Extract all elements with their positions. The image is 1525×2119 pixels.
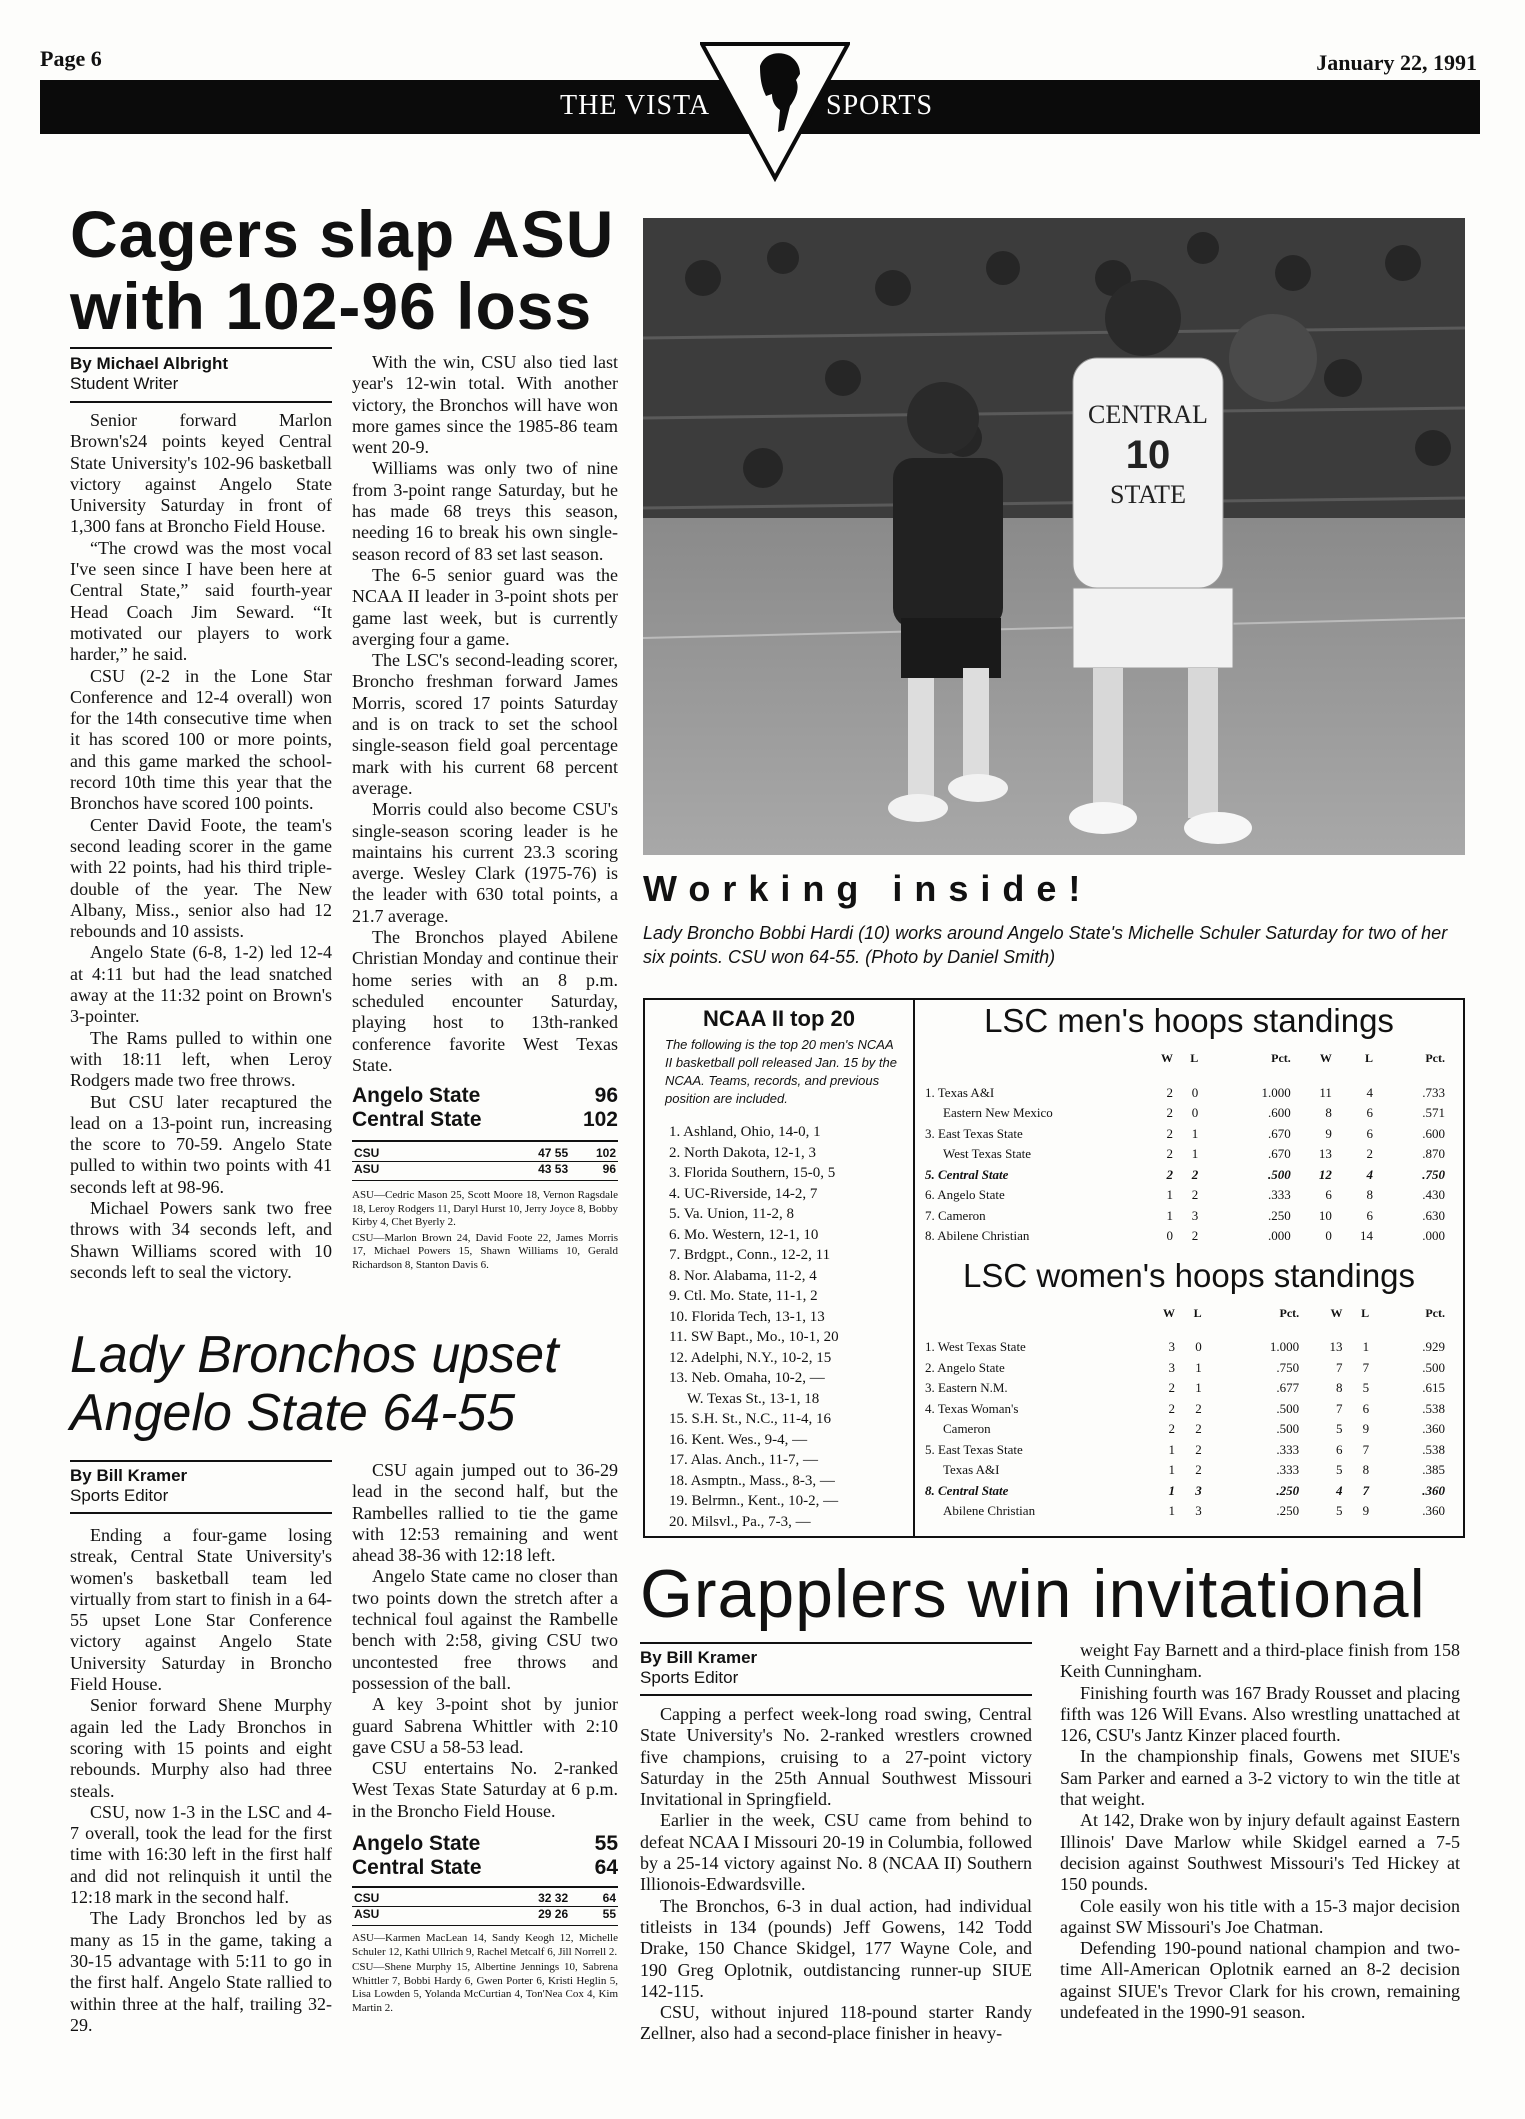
ncaa-team-item: 16. Kent. Wes., 9-4, —	[669, 1431, 808, 1448]
standings-value: 1	[1166, 1207, 1173, 1223]
standings-value: 9	[1362, 1503, 1370, 1518]
ncaa-team-item: 19. Belrmn., Kent., 10-2, —	[669, 1493, 839, 1509]
standings-box	[913, 998, 1465, 1538]
standings-value: 1	[1168, 1441, 1175, 1457]
body-paragraph: Capping a perfect week-long road swing, Central State University's No. 2-ranked wrestlers crowned five champions, cruising to a 27-point victory Saturday in the 25th Annual Southwest Missouri Invitational in Springfield.	[640, 1704, 1032, 1810]
standings-value: .929	[1422, 1339, 1445, 1354]
article3-byline-name: By Bill Kramer	[640, 1648, 758, 1667]
ncaa-team-item: 12. Adelphi, N.Y., 10-2, 15	[669, 1349, 832, 1366]
basketball-photo	[643, 218, 1465, 855]
standings-value: 2	[1366, 1146, 1374, 1161]
body-paragraph: At 142, Drake won by injury default against Eastern Illinois' Dave Marlow while Skidgel earned a 7-5 decision against Southwest Missouri's Ted Hickey at 150 pounds.	[1060, 1810, 1460, 1895]
standings-header-cell: Pct.	[1425, 1305, 1445, 1320]
ncaa-intro: The following is the top 20 men's NCAA II basketball poll released Jan. 15 by the NCAA. Teams, records, and previous position are included.	[665, 1037, 897, 1106]
body-paragraph: With the win, CSU also tied last year's 12-win total. With another victory, the Bronchos will have won more games since the 1985-86 team went 20-9.	[352, 352, 618, 458]
standings-value: 6	[1335, 1441, 1343, 1457]
standings-value: .750	[1422, 1166, 1445, 1182]
standings-value: .333	[1276, 1462, 1300, 1477]
standings-value: 6	[1325, 1187, 1332, 1202]
article3-column1	[640, 1704, 1032, 2045]
halves-scores: 29 26	[538, 1907, 569, 1921]
photo-heading: Working inside!	[643, 868, 1093, 909]
standings-value: .333	[1276, 1441, 1300, 1457]
masthead-title-left: THE VISTA	[560, 90, 711, 121]
standings-value: 8	[1362, 1462, 1370, 1477]
scoring-note: ASU—Karmen MacLean 14, Sandy Keogh 12, Michelle Schuler 12, Kathi Ullrich 9, Rachel Metcalf 6, Jill Norrell 2.	[352, 1932, 618, 1958]
standings-women-table	[925, 1303, 1445, 1522]
article1-headline	[70, 198, 620, 342]
standings-value: .360	[1422, 1482, 1445, 1498]
article1-column1	[70, 410, 332, 1283]
standings-value: 3	[1191, 1207, 1199, 1223]
standings-header-cell: W	[1162, 1305, 1175, 1320]
ncaa-team-item: 1. Ashland, Ohio, 14-0, 1	[669, 1124, 821, 1140]
article1-byline-role: Student Writer	[70, 374, 179, 393]
standings-row	[925, 1501, 1445, 1522]
standings-value: 4	[1366, 1166, 1374, 1182]
standings-row	[925, 1206, 1445, 1227]
standings-value: 6	[1362, 1400, 1370, 1416]
scoring-note: ASU—Cedric Mason 25, Scott Moore 18, Vernon Ragsdale 18, Leroy Rodgers 11, Daryl Hurst 10, Jerry Joyce 8, Bobby Kirby 4, Chet Byerly 2.	[352, 1189, 618, 1228]
standings-team: 1. West Texas State	[925, 1339, 1026, 1354]
standings-row	[925, 1378, 1445, 1399]
body-paragraph: The Bronchos, 6-3 in dual action, had individual titleists in 134 (pounds) Jeff Gowens, 142 Todd Drake, 150 Chance Skidgel, 177 Wayne Cole, and 190 Greg Oplotnik, outdistancing runner-up SIUE 142-115.	[640, 1895, 1032, 2001]
body-paragraph: “The crowd was the most vocal I've seen since I have been here at Central State,” said fourth-year Head Coach Jim Seward. “It motivated our players to work harder,” he said.	[70, 537, 332, 665]
standings-row	[925, 1481, 1445, 1502]
standings-row	[925, 1124, 1445, 1145]
standings-value: 6	[1366, 1125, 1374, 1141]
standings-value: 4	[1366, 1084, 1374, 1100]
jersey-text-2: STATE	[1110, 480, 1186, 509]
standings-value: 3	[1168, 1339, 1175, 1354]
standings-men-title: LSC men's hoops standings	[984, 1002, 1394, 1039]
standings-value: 0	[1195, 1339, 1202, 1354]
standings-value: 3	[1195, 1503, 1202, 1518]
final-team: Angelo State	[352, 1832, 481, 1855]
standings-value: .733	[1422, 1084, 1445, 1100]
standings-value: 1	[1195, 1359, 1202, 1375]
standings-value: 1	[1168, 1503, 1175, 1518]
standings-value: 11	[1319, 1084, 1332, 1100]
standings-row	[925, 1103, 1445, 1124]
standings-value: 2	[1191, 1187, 1199, 1202]
standings-value: .385	[1422, 1462, 1445, 1477]
final-score: 102	[582, 1108, 618, 1131]
article3-byline	[640, 1648, 757, 1688]
standings-value: 2	[1191, 1166, 1199, 1182]
ncaa-team-item: 2. North Dakota, 12-1, 3	[669, 1144, 817, 1161]
standings-team: West Texas State	[943, 1146, 1032, 1161]
final-score-row	[352, 1856, 618, 1880]
standings-value: 1.000	[1261, 1084, 1291, 1100]
standings-value: .571	[1422, 1105, 1445, 1120]
ncaa-team-item: 20. Milsvl., Pa., 7-3, —	[669, 1513, 811, 1530]
standings-value: 5	[1335, 1421, 1343, 1436]
standings-value: 0	[1191, 1105, 1199, 1120]
standings-men-table	[925, 1048, 1445, 1247]
body-paragraph: CSU again jumped out to 36-29 lead in the second half, but the Rambelles rallied to tie the game with 12:53 remaining and went ahead 38-36 with 12:18 left.	[352, 1460, 618, 1566]
standings-value: 7	[1362, 1482, 1370, 1498]
standings-value: 9	[1362, 1421, 1370, 1436]
standings-header-cell: Pct.	[1425, 1051, 1445, 1065]
standings-value: 1	[1168, 1462, 1175, 1477]
standings-row	[925, 1083, 1445, 1104]
body-paragraph: The 6-5 senior guard was the NCAA II leader in 3-point shots per game last week, but is currently averging four a game.	[352, 564, 618, 649]
article2-headline-line1: Lady Bronchos upset	[70, 1326, 559, 1384]
standings-value: .250	[1276, 1503, 1300, 1518]
ncaa-team-item: 17. Alas. Anch., 11-7, —	[669, 1452, 819, 1468]
standings-row	[925, 1226, 1445, 1247]
standings-value: .538	[1422, 1400, 1445, 1416]
standings-value: .670	[1268, 1125, 1291, 1141]
standings-value: .500	[1276, 1421, 1300, 1436]
standings-value: 1	[1195, 1380, 1202, 1395]
standings-header-cell: W	[1330, 1305, 1343, 1320]
body-paragraph: A key 3-point shot by junior guard Sabrena Whittler with 2:10 gave CSU a 58-53 lead.	[352, 1694, 618, 1757]
standings-value: 9	[1325, 1125, 1332, 1141]
final-team: Angelo State	[352, 1084, 481, 1107]
body-paragraph: Morris could also become CSU's single-season scoring leader is he maintains his current 23.3 scoring averge. Wesley Clark (1975-76) is the leader with 630 total points, a 21.7 average.	[352, 799, 618, 926]
standings-value: 2	[1191, 1228, 1199, 1243]
standings-value: 4	[1335, 1482, 1343, 1498]
final-score-row	[352, 1084, 618, 1108]
standings-header-cell: L	[1361, 1305, 1370, 1320]
issue-date: January 22, 1991	[1316, 50, 1477, 75]
standings-header-cell: W	[1160, 1051, 1173, 1065]
article1-column2	[352, 352, 618, 1076]
standings-header-cell: W	[1319, 1051, 1332, 1065]
article1-headline-line2: with 102-96 loss	[70, 269, 593, 343]
ncaa-team-item: 5. Va. Union, 11-2, 8	[669, 1206, 794, 1222]
standings-value: .250	[1268, 1207, 1291, 1223]
standings-value: .750	[1276, 1359, 1300, 1375]
standings-team: Eastern New Mexico	[943, 1105, 1053, 1120]
standings-team: Abilene Christian	[943, 1503, 1036, 1518]
standings-team: 4. Texas Woman's	[925, 1400, 1019, 1416]
masthead-title-right: SPORTS	[826, 90, 934, 121]
standings-value: 1	[1191, 1146, 1199, 1161]
article1-byline	[70, 354, 228, 394]
article2-headline-line2: Angelo State 64-55	[70, 1384, 516, 1442]
ncaa-team-item: 11. SW Bapt., Mo., 10-1, 20	[669, 1329, 839, 1345]
standings-team: 6. Angelo State	[925, 1187, 1005, 1202]
standings-value: .870	[1422, 1146, 1445, 1161]
standings-value: 2	[1166, 1125, 1173, 1141]
body-paragraph: Ending a four-game losing streak, Central State University's women's basketball team led virtually from start to finish in a 64-55 upset Lone Star Conference victory against Angelo State University Saturday in Broncho Field House.	[70, 1525, 332, 1695]
standings-value: .360	[1422, 1421, 1445, 1436]
standings-value: .500	[1422, 1359, 1445, 1375]
body-paragraph: Finishing fourth was 167 Brady Rousset and placing fifth was 126 Will Evans. Also wrestling unattached at 126, CSU's Jantz Kinzer placed fourth.	[1060, 1682, 1460, 1746]
body-paragraph: Angelo State (6-8, 1-2) led 12-4 at 4:11 but had the lead snatched away at the 11:32 point on Brown's 3-pointer.	[70, 942, 332, 1027]
page-number: Page 6	[40, 46, 102, 71]
body-paragraph: Defending 190-pound national champion and two-time All-American Oplotnik earned an 8-2 decision against SIUE's Trevor Clark for his crown, remaining undefeated in the 1990-91 season.	[1060, 1938, 1460, 2023]
article2-column1	[70, 1525, 332, 2036]
standings-value: 1	[1191, 1125, 1199, 1141]
standings-team: 3. East Texas State	[925, 1125, 1023, 1141]
halves-row	[352, 1162, 618, 1178]
standings-value: 5	[1335, 1503, 1343, 1518]
article3-column2	[1060, 1640, 1460, 2023]
standings-value: 2	[1168, 1400, 1175, 1416]
standings-value: 1.000	[1269, 1339, 1300, 1354]
standings-value: .600	[1422, 1125, 1445, 1141]
standings-header-row	[925, 1048, 1445, 1069]
article1-byline-name: By Michael Albright	[70, 354, 229, 373]
standings-value: .250	[1276, 1482, 1300, 1498]
standings-header-cell: Pct.	[1271, 1051, 1291, 1065]
standings-value: 7	[1335, 1359, 1343, 1375]
body-paragraph: The Rams pulled to within one with 18:11 left, when Leroy Rodgers made two free throws.	[70, 1027, 332, 1091]
standings-value: 3	[1168, 1359, 1175, 1375]
body-paragraph: CSU, now 1-3 in the LSC and 4-7 overall, took the lead for the first time with 16:30 left in the first half and did not relinquish it until the 12:18 mark in the second half.	[70, 1801, 332, 1908]
scoring-note: CSU—Marlon Brown 24, David Foote 22, James Morris 17, Michael Powers 15, Shawn Williams 10, Gerald Richardson 8, Stanton Davis 6.	[352, 1231, 618, 1271]
ncaa-team-item: 9. Ctl. Mo. State, 11-1, 2	[669, 1288, 818, 1304]
ncaa-team-item: 6. Mo. Western, 12-1, 10	[669, 1226, 819, 1243]
standings-value: .000	[1422, 1228, 1445, 1243]
final-score-row	[352, 1832, 618, 1856]
ncaa-team-item: W. Texas St., 13-1, 18	[687, 1390, 820, 1407]
final-score: 96	[594, 1084, 618, 1107]
ncaa-team-item: 15. S.H. St., N.C., 11-4, 16	[669, 1411, 831, 1427]
body-paragraph: In the championship finals, Gowens met SIUE's Sam Parker and earned a 3-2 victory to win the title at that weight.	[1060, 1746, 1460, 1810]
halves-total: 64	[602, 1891, 616, 1905]
standings-value: .615	[1422, 1380, 1445, 1395]
standings-header-cell: Pct.	[1279, 1305, 1300, 1320]
halves-team: ASU	[354, 1907, 380, 1921]
standings-value: .630	[1422, 1207, 1445, 1223]
standings-team: 8. Central State	[925, 1482, 1009, 1498]
article2-byline	[70, 1466, 187, 1506]
body-paragraph: Williams was only two of nine from 3-point range Saturday, but he has made 68 treys this season, needing 16 to break his own single-season record of 83 set last season.	[352, 458, 618, 564]
standings-header-cell: L	[1193, 1305, 1202, 1320]
standings-team: 3. Eastern N.M.	[925, 1380, 1008, 1395]
body-paragraph: Senior forward Shene Murphy again led the Lady Bronchos in scoring with 15 points and eight rebounds. Murphy also had three steals.	[70, 1695, 332, 1801]
standings-value: 2	[1166, 1146, 1173, 1161]
body-paragraph: Michael Powers sank two free throws with 34 seconds left, and Shawn Williams scored with 10 seconds left to seal the victory.	[70, 1197, 332, 1282]
body-paragraph: The LSC's second-leading scorer, Broncho freshman forward James Morris, scored 17 points Saturday and is on track to set the school single-season field goal percentage mark with his current 68 percent average.	[352, 650, 618, 798]
standings-value: 2	[1166, 1105, 1173, 1120]
body-paragraph: weight Fay Barnett and a third-place finish from 158 Keith Cunningham.	[1060, 1640, 1460, 1682]
standings-team: Cameron	[943, 1421, 991, 1436]
standings-value: 2	[1168, 1380, 1175, 1395]
standings-header-cell: L	[1190, 1051, 1199, 1065]
standings-row	[925, 1440, 1445, 1461]
body-paragraph: Cole easily won his title with a 15-3 major decision against SW Missouri's Joe Chatman.	[1060, 1895, 1460, 1937]
standings-row	[925, 1419, 1445, 1440]
standings-value: 8	[1325, 1105, 1332, 1120]
standings-header-row	[925, 1303, 1445, 1324]
standings-row	[925, 1165, 1445, 1186]
standings-value: .670	[1268, 1146, 1291, 1161]
standings-value: 0	[1325, 1228, 1332, 1243]
body-paragraph: But CSU later recaptured the lead on a 13-point run, increasing the score to 70-59. Angelo State pulled to within two points with 41 seconds left at 98-96.	[70, 1091, 332, 1197]
standings-row	[925, 1337, 1445, 1358]
standings-value: 2	[1168, 1421, 1175, 1436]
halves-team: ASU	[354, 1162, 380, 1176]
standings-value: 2	[1166, 1166, 1173, 1182]
standings-value: 6	[1366, 1207, 1374, 1223]
standings-value: 8	[1366, 1187, 1374, 1202]
standings-value: 2	[1195, 1421, 1202, 1436]
standings-women-title: LSC women's hoops standings	[962, 1256, 1416, 1294]
standings-header-cell: L	[1365, 1051, 1374, 1065]
halves-team: CSU	[354, 1891, 380, 1905]
ncaa-team-item: 8. Nor. Alabama, 11-2, 4	[669, 1267, 817, 1284]
halves-row	[352, 1891, 618, 1907]
standings-value: 8	[1335, 1380, 1343, 1395]
article3-byline-role: Sports Editor	[640, 1668, 739, 1687]
standings-value: .500	[1276, 1400, 1300, 1416]
standings-value: .000	[1268, 1228, 1291, 1243]
halves-scores: 47 55	[538, 1146, 569, 1160]
standings-value: 1	[1168, 1482, 1175, 1498]
ncaa-top20-box	[643, 998, 913, 1538]
standings-value: .538	[1422, 1441, 1445, 1457]
body-paragraph: CSU (2-2 in the Lone Star Conference and 12-4 overall) won for the 14th consecutive time when it has scored 100 or more points, and this game marked the school-record 10th time this year that the Bronchos have scored 100 points.	[70, 665, 332, 814]
standings-value: .500	[1268, 1166, 1291, 1182]
standings-team: 5. Central State	[925, 1166, 1009, 1182]
ncaa-title: NCAA II top 20	[703, 1006, 855, 1031]
standings-row	[925, 1185, 1445, 1206]
article2-byline-role: Sports Editor	[70, 1486, 169, 1505]
standings-team: 5. East Texas State	[925, 1441, 1023, 1457]
halves-row	[352, 1907, 618, 1923]
halves-scores: 43 53	[538, 1162, 569, 1176]
body-paragraph: CSU, without injured 118-pound starter Randy Zellner, also had a second-place finisher in heavy-	[640, 2002, 1032, 2044]
article2-box-score	[352, 1832, 618, 2015]
final-score: 64	[594, 1856, 618, 1879]
standings-value: 0	[1191, 1084, 1199, 1100]
final-team: Central State	[352, 1108, 482, 1131]
ncaa-team-item: 10. Florida Tech, 13-1, 13	[669, 1308, 825, 1325]
ncaa-team-item: 4. UC-Riverside, 14-2, 7	[669, 1185, 818, 1202]
standings-value: 14	[1360, 1228, 1374, 1243]
halves-total: 96	[602, 1162, 616, 1176]
photo-caption: Lady Broncho Bobbi Hardi (10) works around Angelo State's Michelle Schuler Saturday for two of her six points. CSU won 64-55. (Photo by Daniel Smith)	[643, 923, 1448, 967]
standings-team: 7. Cameron	[925, 1207, 986, 1223]
body-paragraph: CSU entertains No. 2-ranked West Texas State Saturday at 6 p.m. in the Broncho Field House.	[352, 1758, 618, 1821]
standings-value: 1	[1362, 1339, 1370, 1354]
standings-value: 2	[1166, 1084, 1173, 1100]
final-team: Central State	[352, 1856, 482, 1879]
standings-value: 7	[1362, 1441, 1370, 1457]
article3-headline: Grapplers win invitational	[640, 1556, 1426, 1632]
standings-row	[925, 1399, 1445, 1420]
standings-value: 2	[1195, 1462, 1202, 1477]
final-score-row	[352, 1108, 618, 1132]
standings-value: 5	[1362, 1380, 1370, 1395]
standings-row	[925, 1358, 1445, 1379]
halves-table	[352, 1146, 618, 1177]
halves-row	[352, 1146, 618, 1162]
standings-row	[925, 1144, 1445, 1165]
standings-value: .430	[1422, 1187, 1445, 1202]
article1-box-score	[352, 1084, 618, 1272]
standings-row	[925, 1460, 1445, 1481]
halves-total: 55	[602, 1907, 616, 1921]
standings-value: 7	[1362, 1359, 1370, 1375]
standings-value: 6	[1366, 1105, 1374, 1120]
standings-value: .360	[1422, 1503, 1445, 1518]
body-paragraph: The Lady Bronchos led by as many as 15 in the game, taking a 30-15 advantage with 5:11 to go in the first half. Angelo State rallied to within three at the half, trailing 32-29.	[70, 1908, 332, 2035]
standings-value: .333	[1268, 1187, 1291, 1202]
basketball	[1229, 314, 1317, 402]
standings-value: 13	[1329, 1339, 1343, 1354]
body-paragraph: Center David Foote, the team's second leading scorer in the game with 22 points, had his third triple-double of the year. The New Albany, Miss., senior also had 12 rebounds and 10 assists.	[70, 814, 332, 942]
standings-value: 2	[1195, 1400, 1202, 1416]
ncaa-list	[645, 1108, 913, 1532]
article2-column2	[352, 1460, 618, 1822]
standings-value: 12	[1318, 1166, 1332, 1182]
halves-scores: 32 32	[538, 1891, 569, 1905]
article2-byline-name: By Bill Kramer	[70, 1466, 188, 1485]
standings-value: 7	[1335, 1400, 1343, 1416]
standings-value: 5	[1335, 1462, 1343, 1477]
body-paragraph: Angelo State came no closer than two points down the stretch after a technical foul against the Rambelle bench with 2:58, giving CSU two uncontested free throws and possession of the ball.	[352, 1566, 618, 1693]
body-paragraph: Earlier in the week, CSU came from behind to defeat NCAA I Missouri 20-19 in Columbia, followed by a 25-14 victory against No. 8 (NCAA II) Southern Illionois-Edwardsville.	[640, 1810, 1032, 1895]
standings-value: 2	[1195, 1441, 1202, 1457]
standings-team: 2. Angelo State	[925, 1359, 1005, 1375]
ncaa-team-item: 18. Asmptn., Mass., 8-3, —	[669, 1472, 835, 1489]
standings-value: 10	[1318, 1207, 1332, 1223]
standings-value: 1	[1166, 1187, 1173, 1202]
scoring-note: CSU—Shene Murphy 15, Albertine Jennings 10, Sabrena Whittler 7, Bobbi Hardy 6, Gwen Porter 6, Kristi Heglin 5, Lisa Lowden 5, Yolanda McCurtian 4, Ton'Nea Cox 4, Kim Martin 2.	[352, 1961, 618, 2014]
halves-total: 102	[595, 1146, 616, 1160]
standings-value: 3	[1195, 1482, 1202, 1498]
body-paragraph: The Bronchos played Abilene Christian Monday and continue their home series with an 8 p.m. scheduled encounter Saturday, playing host to 13th-ranked conference favorite West Texas State.	[352, 927, 618, 1075]
standings-team: 8. Abilene Christian	[925, 1228, 1030, 1243]
standings-team: 1. Texas A&I	[925, 1084, 995, 1100]
ncaa-team-item: 7. Brdgpt., Conn., 12-2, 11	[669, 1247, 831, 1263]
ncaa-team-item: 3. Florida Southern, 15-0, 5	[669, 1165, 836, 1181]
standings-value: .677	[1276, 1380, 1300, 1395]
body-paragraph: Senior forward Marlon Brown's24 points keyed Central State University's 102-96 basketball victory against Angelo State University Saturday in front of 1,300 fans at Broncho Field House.	[70, 410, 332, 537]
standings-value: .600	[1268, 1105, 1291, 1120]
jersey-number: 10	[1125, 433, 1171, 477]
halves-table	[352, 1891, 618, 1922]
halves-team: CSU	[354, 1146, 380, 1160]
article2-headline	[70, 1326, 630, 1442]
standings-value: 13	[1318, 1146, 1332, 1161]
article1-headline-line1: Cagers slap ASU	[70, 197, 615, 271]
standings-value: 0	[1166, 1228, 1173, 1243]
ncaa-team-item: 13. Neb. Omaha, 10-2, —	[669, 1370, 825, 1386]
final-score: 55	[594, 1832, 618, 1855]
standings-team: Texas A&I	[943, 1462, 1000, 1477]
jersey-text: CENTRAL	[1088, 400, 1208, 429]
